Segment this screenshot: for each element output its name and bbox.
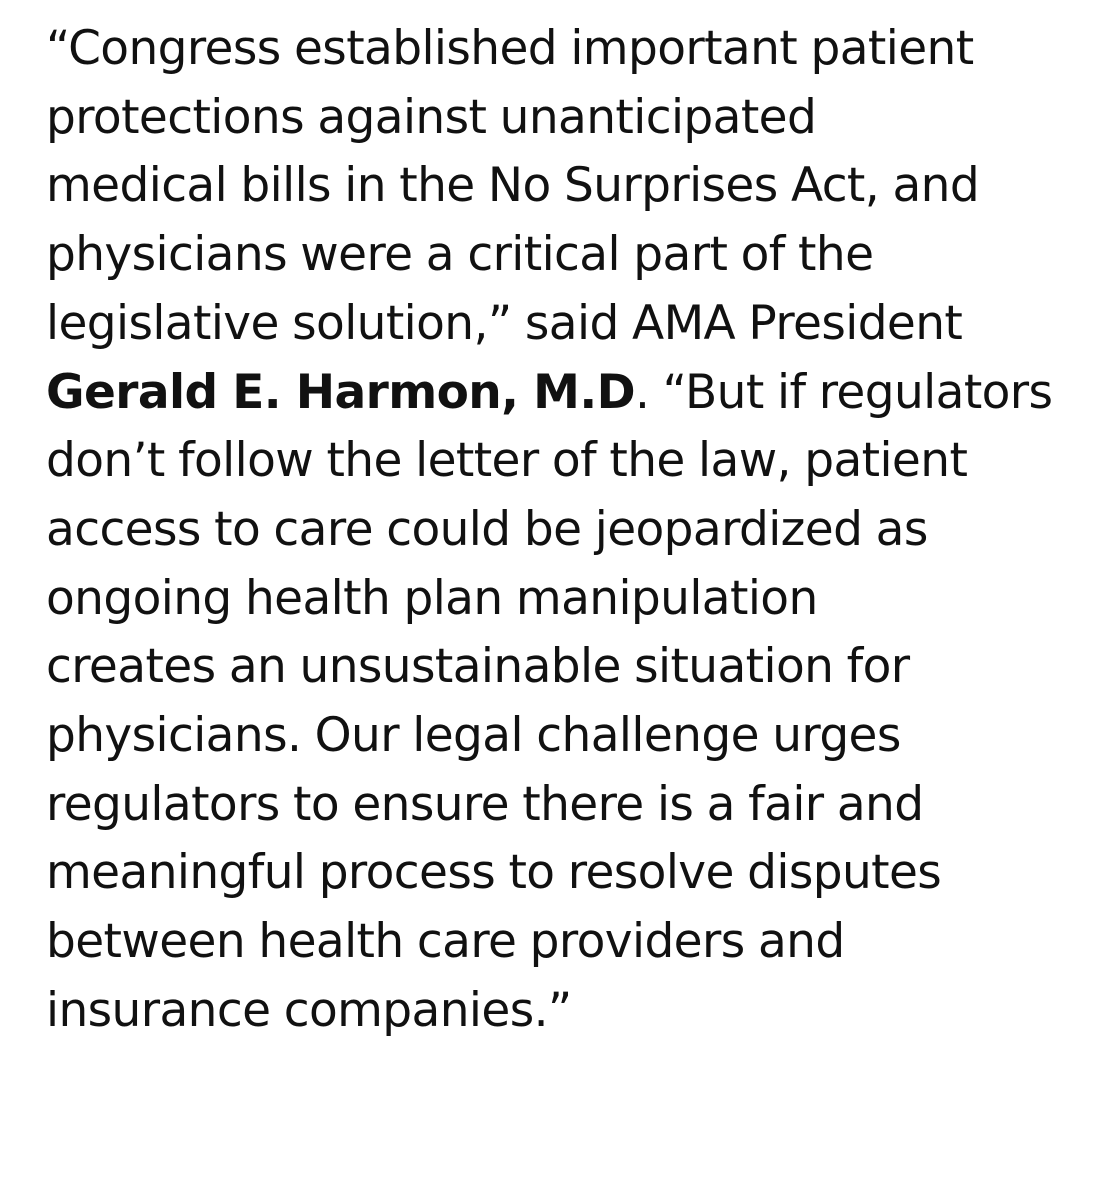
quote-paragraph xyxy=(46,15,1086,1046)
quote-line: protections against unanticipated xyxy=(46,89,817,145)
quote-line: creates an unsustainable situation for xyxy=(46,639,910,695)
quote-line: between health care providers and xyxy=(46,914,845,970)
quote-line: physicians. Our legal challenge urges xyxy=(46,708,901,764)
quote-line-speaker xyxy=(46,359,1086,428)
quote-line-continuation: . “But if regulators xyxy=(635,364,1053,420)
quote-line: “Congress established important patient xyxy=(46,21,974,76)
quote-line: access to care could be jeopardized as xyxy=(46,501,928,557)
quote-line: meaningful process to resolve disputes xyxy=(46,845,942,901)
quote-line: insurance companies.” xyxy=(46,982,572,1038)
quote-line: legislative solution,” said AMA President xyxy=(46,295,963,351)
speaker-name: Gerald E. Harmon, M.D xyxy=(46,364,635,420)
quote-line: physicians were a critical part of the xyxy=(46,227,874,283)
quote-line: medical bills in the No Surprises Act, and xyxy=(46,158,980,214)
quote-line: regulators to ensure there is a fair and xyxy=(46,776,924,832)
quote-line: ongoing health plan manipulation xyxy=(46,570,818,626)
quote-line: don’t follow the letter of the law, patient xyxy=(46,433,968,489)
